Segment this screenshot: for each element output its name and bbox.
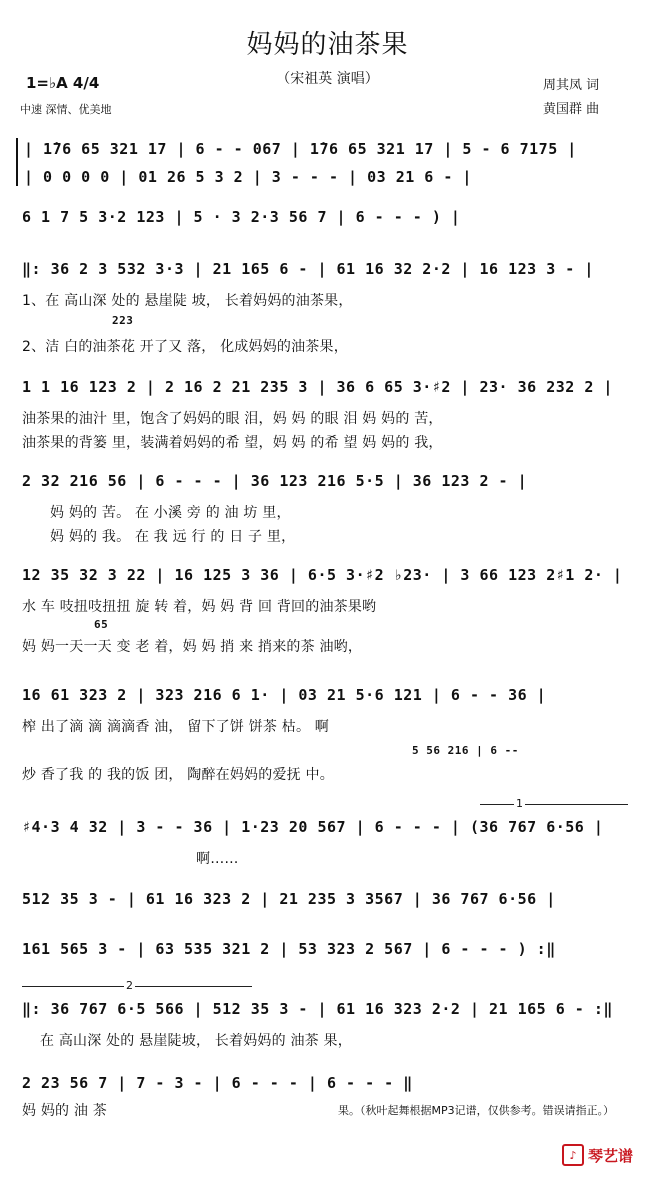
score-row-8: ♯4·3 4 32 | 3 - - 36 | 1·23 20 567 | 6 - - - | (36 767 6·56 | — [22, 818, 604, 836]
volta-bracket-1 — [480, 804, 628, 805]
lyric-row-6-verse-1: 水 车 吱扭吱扭扭 旋 转 着，妈 妈 背 回 背回的油茶果哟 — [22, 599, 377, 615]
score-row-4: 1 1 16 123 2 | 2 16 2 21 235 3 | 36 6 65 3·♯2 | 23· 36 232 2 | — [22, 378, 613, 396]
system-brace — [16, 138, 18, 186]
score-row-10: 161 565 3 - | 63 535 321 2 | 53 323 2 567 | 6 - - - ) :‖ — [22, 940, 556, 958]
key-signature: 1=♭A 4/4 — [26, 74, 100, 92]
composer-credit: 黄国群 曲 — [543, 102, 600, 117]
watermark-logo — [562, 1144, 633, 1166]
lyric-row-4-verse-1: 油茶果的油汁 里，饱含了妈妈的眼 泪，妈 妈 的眼 泪 妈 妈的 苦， — [22, 411, 443, 427]
lyric-row-5-verse-1: 妈 妈的 苦。 在 小溪 旁 的 油 坊 里， — [50, 505, 291, 521]
lyricist-credit: 周其凤 词 — [543, 78, 600, 93]
lyric-row-4-verse-2: 油茶果的背篓 里，装满着妈妈的希 望，妈 妈 的希 望 妈 妈的 我， — [22, 435, 443, 451]
lyric-row-12: 妈 妈的 油 茶 — [22, 1103, 107, 1119]
lyric-row-5-verse-2: 妈 妈的 我。 在 我 远 行 的 日 子 里， — [50, 529, 296, 545]
lyric-row-7-verse-2: 炒 香了我 的 我的饭 团， 陶醉在妈妈的爱抚 中。 — [22, 767, 334, 783]
lyric-row-6-verse-2: 妈 妈一天一天 变 老 着，妈 妈 捎 来 捎来的茶 油哟， — [22, 639, 363, 655]
variant-notes-row-6: 65 — [94, 618, 109, 631]
score-row-6: 12 35 32 3 22 | 16 125 3 36 | 6·5 3·♯2 ♭23· | 3 66 123 2♯1 2· | — [22, 566, 623, 584]
score-row-7: 16 61 323 2 | 323 216 6 1· | 03 21 5·6 121 | 6 - - 36 | — [22, 686, 547, 704]
score-row-9: 512 35 3 - | 61 16 323 2 | 21 235 3 3567 | 36 767 6·56 | — [22, 890, 556, 908]
score-row-2: 6 1 7 5 3·2 123 | 5 · 3 2·3 56 7 | 6 - - - ) | — [22, 208, 461, 226]
lyric-row-8: 啊…… — [196, 851, 239, 867]
variant-notes-row-3: 223 — [112, 314, 134, 327]
score-row-3: ‖: 36 2 3 532 3·3 | 21 165 6 - | 61 16 32 2·2 | 16 123 3 - | — [22, 260, 594, 278]
transcription-note: 果。（秋叶起舞根据MP3记谱，仅供参考。错误请指正。） — [338, 1104, 615, 1117]
score-row-1-upper: | 1̇76 65 321 17 | 6 - - 067 | 1̇76 65 321 17 | 5 - 6 7175 | — [24, 140, 577, 158]
volta-label-1: 1 — [516, 797, 523, 810]
variant-notes-row-7: 5 56 216 | 6 -- — [412, 744, 519, 757]
tempo-marking: 中速 深情、优美地 — [20, 103, 112, 116]
song-title: 妈妈的油茶果 — [246, 30, 409, 60]
lyric-row-3-verse-2: 2、洁 白的油茶花 开了又 落， 化成妈妈的油茶果， — [22, 339, 348, 355]
score-row-12: 2 23 56 7 | 7 - 3 - | 6 - - - | 6 - - - ‖ — [22, 1074, 413, 1092]
score-row-5: 2 32 216 56 | 6 - - - | 36 123 216 5·5 | 36 123 2 - | — [22, 472, 528, 490]
score-row-11: ‖: 36 767 6·5 566 | 512 35 3 - | 61 16 323 2·2 | 21 165 6 - :‖ — [22, 1000, 613, 1018]
singer-credit: （宋祖英 演唱） — [276, 71, 379, 87]
lyric-row-7-verse-1: 榨 出了滴 滴 滴滴香 油， 留下了饼 饼茶 枯。 啊 — [22, 719, 330, 735]
watermark-brand: 琴艺谱 — [587, 1146, 633, 1165]
volta-label-2: 2 — [126, 979, 133, 992]
score-row-1-lower: | 0 0 0 0 | 01 26 5 3 2 | 3 - - - | 03 21 6 - | — [24, 168, 472, 186]
lyric-row-11: 在 高山深 处的 悬崖陡坡， 长着妈妈的 油茶 果， — [40, 1033, 352, 1049]
volta-bracket-2 — [22, 986, 252, 987]
lyric-row-3-verse-1: 1、在 高山深 处的 悬崖陡 坡， 长着妈妈的油茶果， — [22, 293, 353, 309]
music-note-icon: ♪ — [562, 1144, 584, 1166]
